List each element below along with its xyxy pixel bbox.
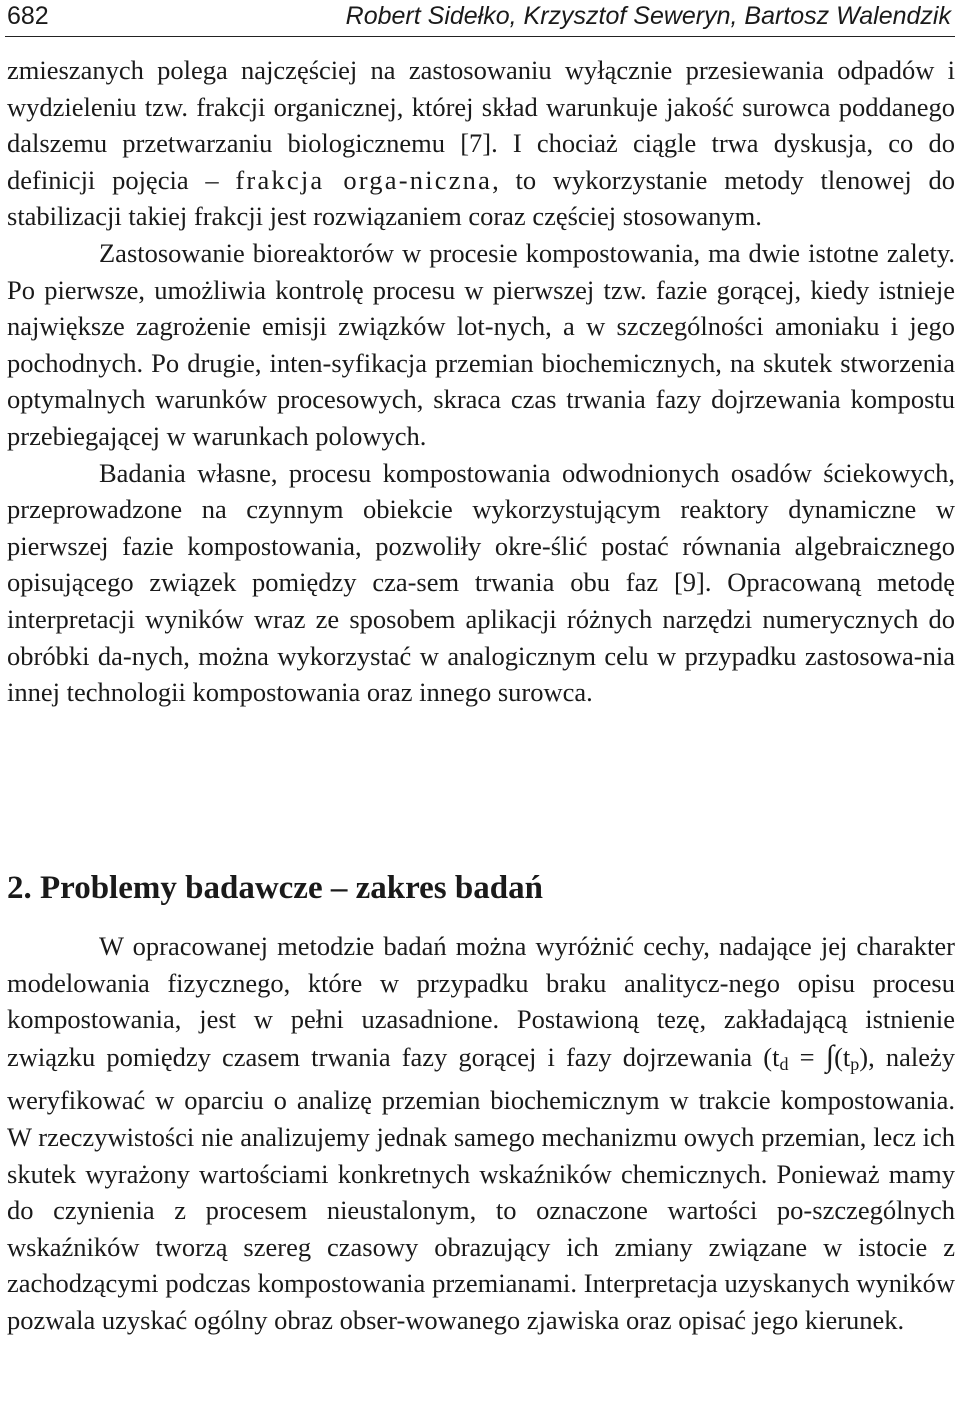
paragraph-text-b: ), należy weryfikować w oparciu o analizę przemian biochemicznym w trakcie kompostowania. W rzeczywistości nie analizujemy jednak samego mechanizmu owych przemian, lecz ich skutek wyrażony wartościami konkretnych wskaźników chemicznych. Ponieważ mamy do czynienia z procesem nieustalonym, to oznaczone wartości po-szczególnych wskaźników tworzą szereg czasowy obrazujący ich zmiany związane w istocie z zachodzącymi podczas kompostowania przemianami. Interpretacja uzyskanych wyników pozwala uzyskać ogólny obraz obser-wowanego zjawiska oraz opisać jego kierunek. [7,1041,955,1335]
section2-text-block [7,928,955,1338]
subscript-d: d [779,1053,789,1074]
paragraph-research-method [7,928,955,1338]
page-number: 682 [7,2,49,30]
equation-equals: = [788,1041,826,1072]
header-authors: Robert Sidełko, Krzysztof Seweryn, Bartosz Walendzik [345,2,951,30]
subscript-p: p [850,1053,860,1074]
intro-text-block [7,52,955,711]
running-header [5,0,955,37]
paragraph-own-research: Badania własne, procesu kompostowania odwodnionych osadów ściekowych, przeprowadzone na czynnym obiekcie wykorzystującym reaktory dynamiczne w pierwszej fazie kompostowania, pozwoliły okre-ślić postać równania algebraicznego opisującego związek pomiędzy cza-sem trwania obu faz [9]. Opracowaną metodę interpretacji wyników wraz ze sposobem aplikacji różnych narzędzi numerycznych do obróbki da-nych, można wykorzystać w analogicznym celu w przypadku zastosowa-nia innej technologii kompostowania oraz innego surowca. [7,457,955,708]
paragraph-text-b: , to wykorzystanie metody tlenowej do stabilizacji takiej frakcji jest rozwiązaniem coraz częściej stosowanym. [7,164,955,232]
paragraph-continued [7,52,955,235]
paragraph-text-a: zmieszanych polega najczęściej na zastosowaniu wyłącznie przesiewania odpadów i wydzieleniu tzw. frakcji organicznej, której skład warunkuje jakość surowca poddanego dalszemu przetwarzaniu biologicznemu [7]. I chociaż ciągle trwa dyskusja, co do definicji pojęcia – [7,55,955,195]
section-heading: 2. Problemy badawcze – zakres badań [7,870,543,906]
spaced-term: frakcja orga-niczna [235,164,493,195]
paragraph-bioreactors: Zastosowanie bioreaktorów w procesie kompostowania, ma dwie istotne zalety. Po pierwsze, umożliwia kontrolę procesu w pierwszej tzw. fazie gorącej, kiedy istnieje największe zagrożenie emisji związków lot-nych, a w szczególności amoniaku i jego pochodnych. Po drugie, inten-syfikacja przemian biochemicznych, na skutek stworzenia optymalnych warunków procesowych, skraca czas trwania fazy dojrzewania kompostu przebiegającej w warunkach polowych. [7,237,955,451]
integral-symbol: ∫ [825,1038,835,1073]
equation-paren: (t [834,1041,851,1072]
paragraph-text-a: W opracowanej metodzie badań można wyróżnić cechy, nadające jej charakter modelowania fizycznego, które w przypadku braku analitycz-nego opisu procesu kompostowania, jest w pełni uzasadnione. Postawioną tezę, zakładającą istnienie związku pomiędzy czasem trwania fazy gorącej i fazy dojrzewania (t [7,931,955,1072]
